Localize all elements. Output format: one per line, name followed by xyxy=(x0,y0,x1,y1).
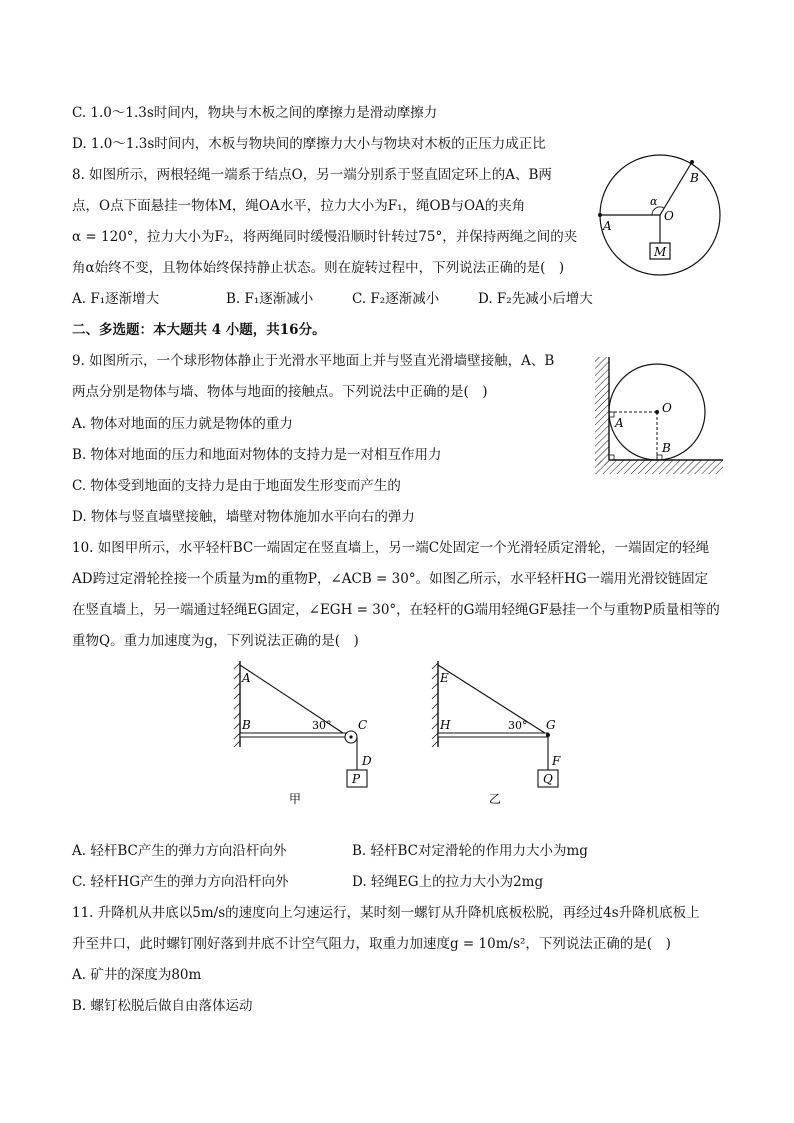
rod-bc xyxy=(240,733,346,737)
pulley-axle xyxy=(349,735,352,738)
wall-hatch xyxy=(432,661,438,747)
angle-label: 30° xyxy=(508,719,528,732)
q9-stem-line1: 9. 如图所示，一个球形物体静止于光滑水平地面上并与竖直光滑墙壁接触，A、B xyxy=(72,353,555,369)
q10-figure-yi xyxy=(426,655,586,815)
label-e: E xyxy=(440,671,449,685)
q11-option-b: B. 螺钉松脱后做自由落体运动 xyxy=(72,998,253,1014)
q7-option-c: C. 1.0～1.3s时间内，物块与木板之间的摩擦力是滑动摩擦力 xyxy=(72,105,438,121)
wall-hatch xyxy=(234,661,240,747)
label-o: O xyxy=(662,401,672,415)
label-a: A xyxy=(242,671,251,685)
label-g: G xyxy=(546,718,556,732)
q9-option-b: B. 物体对地面的压力和地面对物体的支持力是一对相互作用力 xyxy=(72,447,442,463)
label-f: F xyxy=(552,754,561,768)
q10-option-a: A. 轻杆BC产生的弹力方向沿杆向外 xyxy=(72,843,287,859)
label-b: B xyxy=(242,718,251,732)
section-2-heading: 二、多选题：本大题共 4 小题，共16分。 xyxy=(72,322,326,338)
angle-label: 30° xyxy=(312,719,332,732)
q9-option-d: D. 物体与竖直墙壁接触，墙壁对物体施加水平向右的弹力 xyxy=(72,509,415,525)
q8-ring-figure xyxy=(590,150,730,285)
q8-stem-line2: 点，O点下面悬挂一物体M，绳OA水平，拉力大小为F₁，绳OB与OA的夹角 xyxy=(72,198,526,214)
q9-option-c: C. 物体受到地面的支持力是由于地面发生形变而产生的 xyxy=(72,478,401,494)
q10-stem-line2: AD跨过定滑轮拴接一个质量为m的重物P，∠ACB = 30°。如图乙所示，水平轻杆HG一端用光滑铰链固定 xyxy=(72,571,709,587)
label-a: A xyxy=(615,416,624,430)
rod-hg xyxy=(438,733,548,737)
label-q: Q xyxy=(543,772,553,786)
hinge-g xyxy=(546,733,550,737)
q10-option-c: C. 轻杆HG产生的弹力方向沿杆向外 xyxy=(72,874,289,890)
label-d: D xyxy=(362,754,372,768)
label-a: A xyxy=(603,219,612,233)
label-b: B xyxy=(662,441,671,455)
label-alpha: α xyxy=(650,195,658,208)
q8-option-c: C. F₂逐渐减小 xyxy=(352,291,440,307)
q7-option-d: D. 1.0～1.3s时间内，木板与物块间的摩擦力大小与物块对木板的正压力成正比 xyxy=(72,136,546,152)
q10-stem-line1: 10. 如图甲所示，水平轻杆BC一端固定在竖直墙上，另一端C处固定一个光滑轻质定滑轮，一端固定的轻绳 xyxy=(72,540,710,556)
q9-stem-line2: 两点分别是物体与墙、物体与地面的接触点。下列说法中正确的是( ) xyxy=(72,384,488,400)
q10-option-b: B. 轻杆BC对定滑轮的作用力大小为mg xyxy=(352,843,588,859)
rope-ob xyxy=(660,162,692,215)
label-b: B xyxy=(690,171,699,185)
q10-stem-line4: 重物Q。重力加速度为g，下列说法正确的是( ) xyxy=(72,633,359,649)
q10-figure-jia xyxy=(228,655,388,815)
q11-stem-line1: 11. 升降机从井底以5m/s的速度向上匀速运行，某时刻一螺钉从升降机底板松脱，再经过4s升降机底板上 xyxy=(72,905,700,921)
label-h: H xyxy=(440,718,451,732)
q8-stem-line4: 角α始终不变，且物体始终保持静止状态。则在旋转过程中，下列说法正确的是( ) xyxy=(72,260,565,276)
label-o: O xyxy=(664,209,674,223)
wall-hatch xyxy=(595,357,609,465)
label-p: P xyxy=(352,772,361,786)
point-b-dot xyxy=(690,160,694,164)
label-m: M xyxy=(654,245,667,259)
caption-yi: 乙 xyxy=(489,792,502,806)
q8-option-b: B. F₁逐渐减小 xyxy=(226,291,314,307)
q9-sphere-figure xyxy=(590,352,725,477)
q10-stem-line3: 在竖直墙上，另一端通过轻绳EG固定，∠EGH = 30°，在轻杆的G端用轻绳GF悬挂一个与重物P质量相等的 xyxy=(72,602,720,618)
label-c: C xyxy=(358,718,368,732)
q11-stem-line2: 升至井口，此时螺钉刚好落到井底不计空气阻力，取重力加速度g = 10m/s²，下列说法正确的是( ) xyxy=(72,936,671,952)
caption-jia: 甲 xyxy=(289,792,302,806)
q8-stem-line1: 8. 如图所示，两根轻绳一端系于结点O，另一端分别系于竖直固定环上的A、B两 xyxy=(72,167,552,183)
right-angle-corner xyxy=(609,455,614,460)
ground-hatch xyxy=(595,460,723,474)
q8-option-d: D. F₂先减小后增大 xyxy=(478,291,593,307)
center-dot xyxy=(655,410,659,414)
q8-option-a: A. F₁逐渐增大 xyxy=(72,291,160,307)
point-a-dot xyxy=(598,213,602,217)
q10-option-d: D. 轻绳EG上的拉力大小为2mg xyxy=(352,874,544,890)
q8-stem-line3: α = 120°，拉力大小为F₂，将两绳同时缓慢沿顺时针转过75°，并保持两绳之间的夹 xyxy=(72,229,578,245)
rope-eg xyxy=(438,665,548,735)
q9-option-a: A. 物体对地面的压力就是物体的重力 xyxy=(72,416,293,432)
q11-option-a: A. 矿井的深度为80m xyxy=(72,967,202,983)
